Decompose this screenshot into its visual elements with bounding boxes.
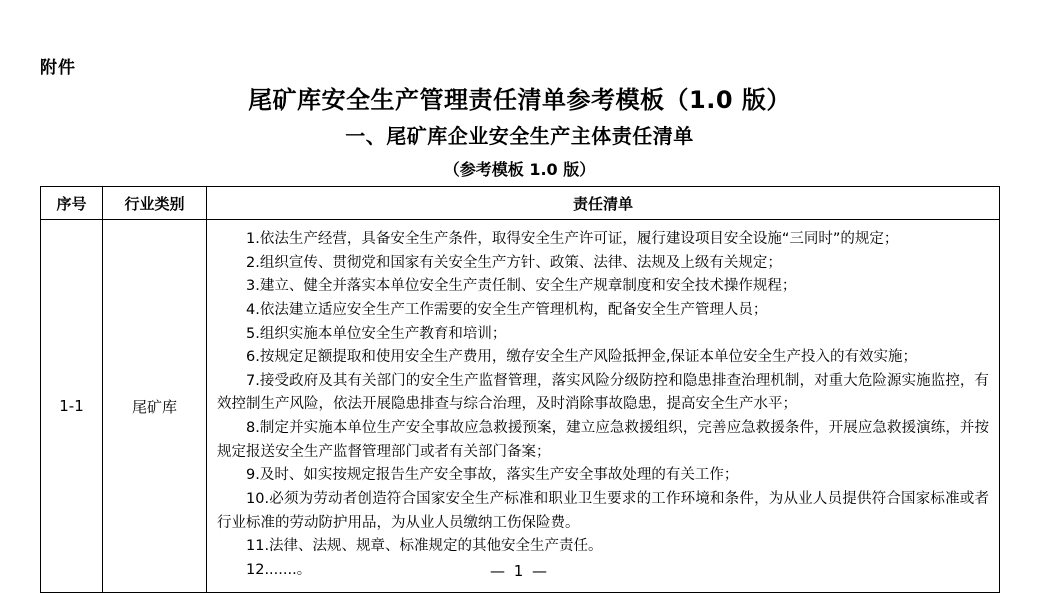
template-version-note: （参考模板 1.0 版） bbox=[443, 160, 596, 179]
list-item: 4.依法建立适应安全生产工作需要的安全生产管理机构，配备安全生产管理人员； bbox=[246, 301, 768, 318]
list-item: 2.组织宣传、贯彻党和国家有关安全生产方针、政策、法律、法规及上级有关规定； bbox=[246, 254, 782, 271]
page-number: — 1 — bbox=[489, 562, 550, 580]
table-header-row bbox=[41, 187, 1000, 220]
list-item: 7.接受政府及其有关部门的安全生产监督管理，落实风险分级防控和隐患排查治理机制，对重大危险源实施监控，有效控制生产风险，依法开展隐患排查与综合治理，及时消除事故隐患，提高安全生产水平； bbox=[217, 372, 989, 413]
list-item: 5.组织实施本单位安全生产教育和培训； bbox=[246, 325, 507, 342]
table-row bbox=[41, 220, 1000, 593]
page-title: 尾矿库安全生产管理责任清单参考模板（1.0 版） bbox=[248, 86, 791, 114]
cell-sequence: 1-1 bbox=[41, 220, 103, 593]
column-header-seq: 序号 bbox=[41, 187, 103, 220]
cell-responsibility-list bbox=[207, 220, 1000, 593]
list-item: 12.......。 bbox=[246, 561, 312, 578]
list-item: 1.依法生产经营，具备安全生产条件，取得安全生产许可证，履行建设项目安全设施“三同时”的规定； bbox=[246, 231, 899, 247]
list-item: 8.制定并实施本单位生产安全事故应急救援预案，建立应急救援组织，完善应急救援条件，开展应急救援演练，并按规定报送安全生产监督管理部门或者有关部门备案； bbox=[217, 420, 989, 460]
list-item: 11.法律、法规、规章、标准规定的其他安全生产责任。 bbox=[246, 538, 603, 555]
responsibility-table bbox=[40, 186, 1000, 593]
section-heading: 一、尾矿库企业安全生产主体责任清单 bbox=[345, 124, 694, 148]
list-item: 10.必须为劳动者创造符合国家安全生产标准和职业卫生要求的工作环境和条件，为从业人员提供符合国家标准或者行业标准的劳动防护用品，为从业人员缴纳工伤保险费。 bbox=[217, 490, 989, 531]
column-header-category: 行业类别 bbox=[103, 187, 207, 220]
list-item: 6.按规定足额提取和使用安全生产费用，缴存安全生产风险抵押金,保证本单位安全生产投入的有效实施； bbox=[246, 349, 917, 366]
list-item: 3.建立、健全并落实本单位安全生产责任制、安全生产规章制度和安全技术操作规程； bbox=[246, 278, 797, 295]
list-item: 9.及时、如实按规定报告生产安全事故，落实生产安全事故处理的有关工作； bbox=[246, 467, 739, 484]
cell-category: 尾矿库 bbox=[103, 220, 207, 593]
attachment-label: 附件 bbox=[40, 58, 76, 78]
column-header-list: 责任清单 bbox=[207, 187, 1000, 220]
